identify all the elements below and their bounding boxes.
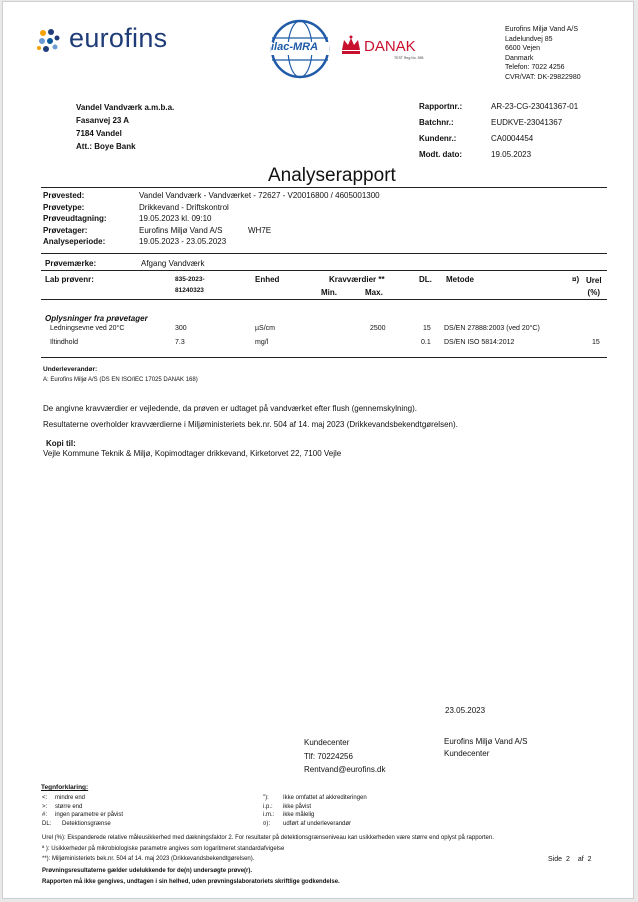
subcontractor-text: A: Eurofins Miljø A/S (DS EN ISO/IEC 17025 DANAK 168) (43, 377, 198, 383)
row-param: Iltindhold (50, 339, 79, 346)
marking-divider (41, 270, 607, 271)
meta-label: Kundenr.: (419, 134, 457, 143)
row-urel: 15 (592, 339, 600, 346)
legend-item (263, 811, 367, 820)
legend-symbol: DL: (42, 820, 52, 827)
table-bottom-divider (41, 357, 607, 358)
meta-value: EUDKVE-23041367 (491, 118, 563, 127)
crown-icon (340, 34, 362, 56)
legend-item (42, 803, 123, 812)
sample-info-row (43, 236, 380, 248)
table-header-dl: DL. (419, 275, 432, 284)
lab-address-line: Danmark (505, 54, 534, 62)
meta-label: Modt. dato: (419, 150, 463, 159)
recipient-line: Att.: Boye Bank (76, 142, 136, 151)
lab-address-line: Eurofins Miljø Vand A/S (505, 26, 579, 33)
note-line: Resultaterne overholder kravværdierne i Miljøministeriets bek.nr. 504 af 14. maj 2023 (Drikkevandsbekendtgørelsen). (43, 420, 458, 429)
table-row (3, 325, 635, 337)
sample-info-value: Vandel Vandværk - Vandværket - 72627 - V20016800 / 4605001300 (139, 191, 380, 200)
ilac-mra-text: ilac-MRA (271, 41, 319, 53)
danak-logo (340, 32, 430, 62)
subcontractor-title: Underleverandør: (43, 366, 98, 373)
page-current: 2 (565, 856, 570, 863)
legend-text: Ikke omfattet af akkrediteringen (283, 795, 367, 801)
report-page (2, 1, 634, 899)
meta-value: AR-23-CG-23041367-01 (491, 102, 579, 111)
sample-id-line: 835-2023- (175, 276, 205, 283)
recipient-address (76, 101, 174, 153)
legend-symbol: i.p.: (263, 803, 273, 810)
recipient-line: Vandel Vandværk a.m.b.a. (76, 103, 175, 112)
marking-value: Afgang Vandværk (141, 259, 205, 268)
legend-symbol: ¤): (263, 820, 271, 827)
lab-address-line: Ladelundvej 85 (505, 35, 553, 43)
eurofins-logo-mark-icon (35, 26, 65, 56)
signature-line: Kundecenter (304, 738, 350, 747)
table-header-max: Max. (365, 288, 383, 297)
row-param: Ledningsevne ved 20°C (50, 325, 125, 332)
sample-info-row (43, 190, 380, 202)
ilac-mra-logo (269, 18, 331, 80)
sample-id-line: 81240323 (175, 287, 204, 294)
sample-info-row (43, 213, 380, 225)
row-unit: mg/l (255, 339, 269, 346)
table-header-divider (41, 299, 607, 300)
legend-text: større end (55, 803, 83, 810)
legend-footer (42, 866, 340, 887)
eurofins-logo-text: eurofins (69, 23, 168, 53)
sample-info-label: Prøvetager: (43, 225, 88, 235)
urel-line: Urel (586, 276, 602, 285)
table-header-requirement: Kravværdier ** (329, 275, 385, 284)
footer-line: Rapporten må ikke gengives, undtagen i sin helhed, uden prøvningslaboratoriets skriftlige godkendelse. (42, 878, 340, 885)
table-header-lab: Lab prøvenr: (45, 275, 94, 284)
meta-row (419, 131, 578, 147)
sample-info-value: Drikkevand - Driftskontrol (139, 202, 229, 212)
recipient-line: Fasanvej 23 A (76, 116, 130, 125)
legend-note: Urel (%): Ekspanderede relative måleusikkerhed med dækningsfaktor 2. For resultater på detektionsgrænseniveau kan usikkerheden være større end oplyst på rapporten. (42, 835, 494, 841)
legend-item (42, 794, 123, 803)
signature-line: Eurofins Miljø Vand A/S (444, 737, 528, 746)
recipient-line: 7184 Vandel (76, 129, 122, 138)
row-value: 300 (175, 325, 187, 332)
row-dl: 15 (423, 325, 431, 332)
row-value: 7.3 (175, 339, 185, 346)
page-number (548, 856, 592, 863)
marking-label: Prøvemærke: (45, 259, 97, 268)
legend-item (42, 811, 123, 820)
signature-left (304, 736, 386, 777)
meta-row (419, 115, 578, 131)
sample-info-value: 19.05.2023 kl. 09:10 (139, 214, 212, 224)
danak-reg-text: TEST Reg.No. 555 (394, 56, 424, 60)
legend-symbol: #: (42, 812, 48, 818)
table-section-title: Oplysninger fra prøvetager (45, 314, 148, 323)
eurofins-logo (35, 24, 185, 58)
sample-info-value: Eurofins Miljø Vand A/S (139, 225, 223, 235)
meta-label: Batchnr.: (419, 118, 454, 127)
signature-email: Rentvand@eurofins.dk (304, 765, 386, 774)
table-header-urel (586, 275, 602, 299)
title-divider (41, 187, 607, 188)
sample-info-label: Prøvested: (43, 191, 85, 200)
legend-symbol: >: (42, 803, 48, 810)
page-of: af (577, 856, 584, 863)
legend-note: **): Miljøministeriets bek.nr. 504 af 14. maj 2023 (Drikkevandsbekendtgørelsen). (42, 856, 255, 862)
row-method: DS/EN ISO 5814:2012 (444, 339, 515, 346)
sample-info-divider (41, 253, 607, 254)
row-unit: µS/cm (255, 325, 275, 332)
sample-marking (45, 259, 204, 268)
signature-line: Kundecenter (444, 749, 490, 758)
legend-text: ikke målelig (283, 812, 315, 818)
sample-info-value: 19.05.2023 - 23.05.2023 (139, 237, 227, 247)
row-max: 2500 (370, 325, 386, 332)
copy-text: Vejle Kommune Teknik & Miljø, Kopimodtager drikkevand, Kirketorvet 22, 7100 Vejle (43, 449, 342, 458)
table-header-method: Metode (446, 275, 474, 284)
meta-row (419, 99, 578, 115)
legend-symbol: <: (42, 795, 48, 801)
lab-address-line: 6600 Vejen (505, 45, 541, 53)
footer-line: Prøvningsresultaterne gælder udelukkende for de(n) undersøgte prøve(r). (42, 868, 253, 874)
sample-info-row (43, 202, 380, 214)
meta-value: 19.05.2023 (491, 150, 532, 159)
legend-item (263, 820, 367, 829)
sample-info-label: Analyseperiode: (43, 237, 106, 247)
report-title: Analyserapport (268, 165, 396, 186)
legend-symbol: "): (263, 795, 269, 801)
legend-left (42, 794, 123, 828)
legend-text: Detektionsgrænse (62, 820, 111, 827)
urel-line: (%) (587, 288, 600, 297)
meta-value: CA0004454 (491, 134, 534, 143)
table-header-min: Min. (321, 288, 337, 297)
legend-note: ª ): Usikkerheder på mikrobiologiske parametre angives som logaritmeret standardafvigelse (42, 845, 285, 852)
legend-item (42, 820, 123, 829)
sample-info-row (43, 225, 380, 237)
lab-address (505, 25, 581, 83)
meta-row (419, 147, 578, 163)
lab-address-line: Telefon: 7022 4256 (505, 64, 565, 72)
table-row (3, 339, 635, 351)
copy-title: Kopi til: (46, 439, 76, 448)
legend-text: udført af underleverandør (283, 820, 352, 827)
lab-address-line: CVR/VAT: DK-29822980 (505, 73, 581, 81)
report-meta (419, 99, 578, 163)
sample-info-label: Prøvetype: (43, 202, 85, 212)
page-label: Side (548, 856, 563, 863)
row-dl: 0.1 (421, 339, 431, 346)
danak-text: DANAK (364, 38, 416, 55)
legend-item (263, 794, 367, 803)
legend-text: ikke påvist (283, 803, 312, 810)
legend-symbol: i.m.: (263, 812, 275, 818)
legend-text: mindre end (55, 795, 86, 801)
page-total: 2 (587, 856, 592, 863)
sample-info (43, 190, 380, 248)
legend-item (263, 803, 367, 812)
table-header-sample-id (175, 274, 205, 296)
signature-right (444, 736, 527, 760)
note-line: De angivne kravværdier er vejledende, da prøven er udtaget på vandværket efter flush (gennemskylning). (43, 404, 417, 413)
sampler-code: WH7E (248, 225, 272, 235)
meta-label: Rapportnr.: (419, 102, 463, 111)
legend-right (263, 794, 367, 828)
signature-line: Tlf: 70224256 (304, 751, 353, 761)
legend-notes (42, 833, 494, 865)
legend-text: ingen parametre er påvist (55, 812, 124, 818)
table-header-accr: ¤) (572, 275, 580, 284)
table-header-unit: Enhed (255, 275, 280, 284)
row-method: DS/EN 27888:2003 (ved 20°C) (444, 325, 540, 332)
legend-title: Tegnforklaring: (41, 784, 89, 791)
sample-info-label: Prøveudtagning: (43, 214, 107, 224)
signature-date: 23.05.2023 (445, 706, 486, 715)
